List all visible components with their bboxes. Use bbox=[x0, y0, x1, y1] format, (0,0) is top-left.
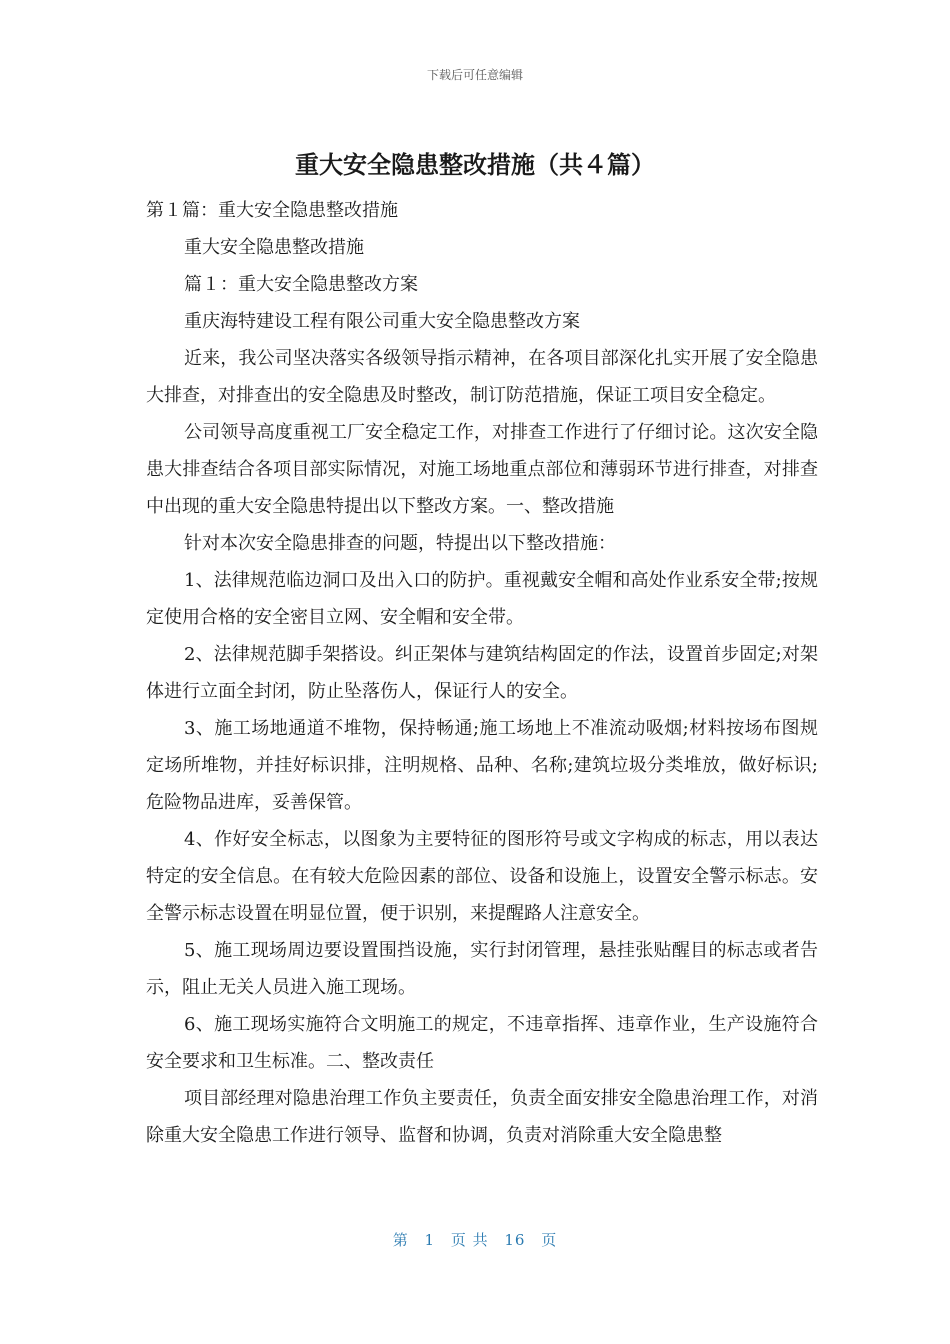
paragraph: 篇１：重大安全隐患整改方案 bbox=[184, 274, 418, 295]
footer-middle: 页 共 bbox=[450, 1231, 489, 1249]
document-body bbox=[146, 192, 818, 1154]
list-item: 1、法律规范临边洞口及出入口的防护。重视戴安全帽和高处作业系安全带;按规定使用合格的安全密目立网、安全帽和安全带。 bbox=[146, 570, 818, 628]
header-note: 下载后可任意编辑 bbox=[426, 68, 523, 82]
document-title: 重大安全隐患整改措施（共４篇） bbox=[295, 151, 655, 179]
footer-prefix: 第 bbox=[392, 1231, 409, 1249]
list-item: 4、作好安全标志，以图象为主要特征的图形符号或文字构成的标志，用以表达特定的安全信息。在有较大危险因素的部位、设备和设施上，设置安全警示标志。安全警示标志设置在明显位置，便于识别，来提醒路人注意安全。 bbox=[146, 829, 818, 924]
footer-total-pages: 16 bbox=[504, 1231, 526, 1249]
footer-page-number: 1 bbox=[424, 1231, 436, 1249]
paragraph: 项目部经理对隐患治理工作负主要责任，负责全面安排安全隐患治理工作，对消除重大安全隐患工作进行领导、监督和协调，负责对消除重大安全隐患整 bbox=[146, 1088, 818, 1146]
list-item: 3、施工场地通道不堆物，保持畅通;施工场地上不准流动吸烟;材料按场布图规定场所堆物，并挂好标识排，注明规格、品种、名称;建筑垃圾分类堆放，做好标识;危险物品进库，妥善保管。 bbox=[146, 718, 818, 813]
paragraph: 针对本次安全隐患排查的问题，特提出以下整改措施： bbox=[184, 533, 616, 554]
footer-suffix: 页 bbox=[541, 1231, 558, 1249]
section-heading: 第１篇：重大安全隐患整改措施 bbox=[146, 200, 398, 221]
list-item: 2、法律规范脚手架搭设。纠正架体与建筑结构固定的作法，设置首步固定;对架体进行立面全封闭，防止坠落伤人，保证行人的安全。 bbox=[146, 644, 818, 702]
paragraph: 重大安全隐患整改措施 bbox=[184, 237, 364, 258]
paragraph: 公司领导高度重视工厂安全稳定工作，对排查工作进行了仔细讨论。这次安全隐患大排查结合各项目部实际情况，对施工场地重点部位和薄弱环节进行排查，对排查中出现的重大安全隐患特提出以下整改方案。一、整改措施 bbox=[146, 422, 818, 517]
page-footer bbox=[0, 1230, 950, 1250]
paragraph: 重庆海特建设工程有限公司重大安全隐患整改方案 bbox=[184, 311, 580, 332]
list-item: 5、施工现场周边要设置围挡设施，实行封闭管理，悬挂张贴醒目的标志或者告示，阻止无关人员进入施工现场。 bbox=[146, 940, 818, 998]
list-item: 6、施工现场实施符合文明施工的规定，不违章指挥、违章作业，生产设施符合安全要求和卫生标准。二、整改责任 bbox=[146, 1014, 818, 1072]
paragraph: 近来，我公司坚决落实各级领导指示精神，在各项目部深化扎实开展了安全隐患大排查，对排查出的安全隐患及时整改，制订防范措施，保证工项目安全稳定。 bbox=[146, 348, 818, 406]
